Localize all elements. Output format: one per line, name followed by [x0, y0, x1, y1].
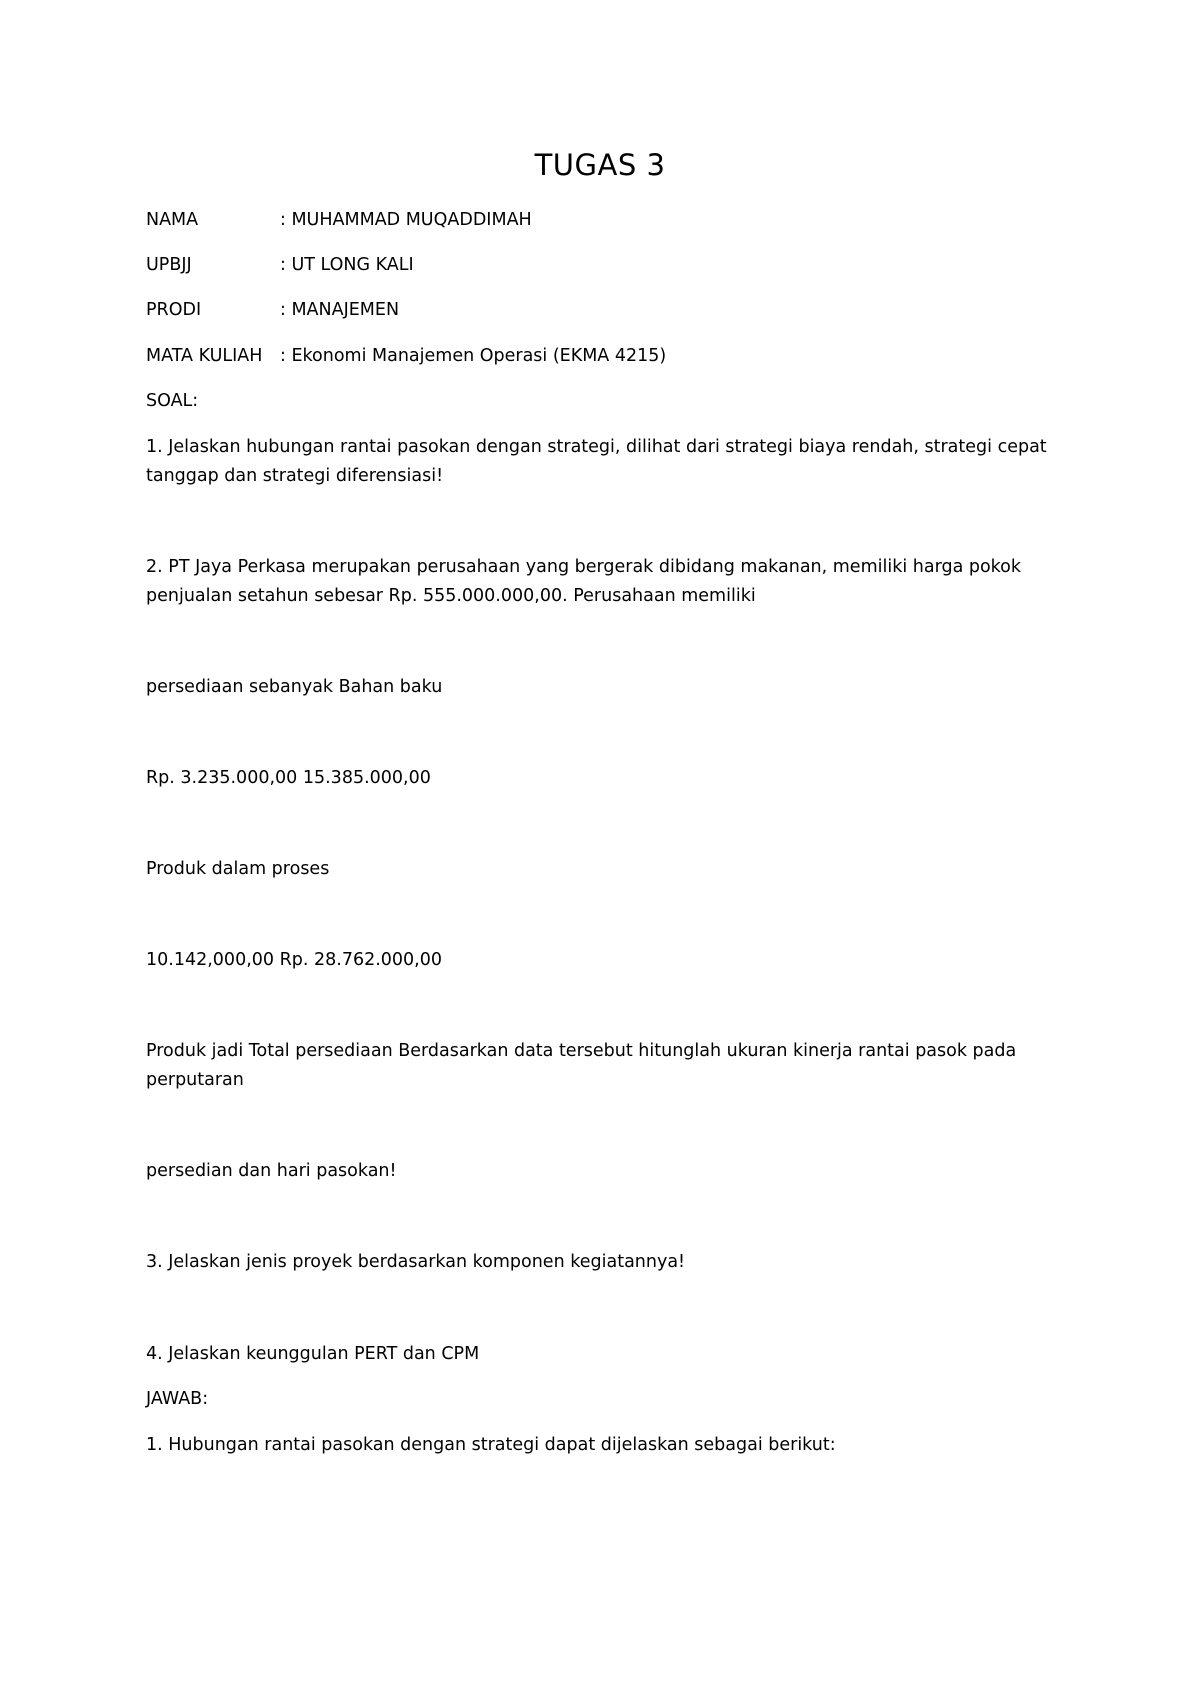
question-2-intro: 2. PT Jaya Perkasa merupakan perusahaan yang bergerak dibidang makanan, memiliki harga pokok penjualan setahun sebesar Rp. 555.000.000,00. Perusahaan memiliki — [146, 557, 1022, 606]
info-value: : MANAJEMEN — [280, 300, 400, 320]
answer-1: 1. Hubungan rantai pasokan dengan strategi dapat dijelaskan sebagai berikut: — [146, 1435, 836, 1455]
question-2-line: persedian dan hari pasokan! — [146, 1161, 397, 1181]
jawab-heading: JAWAB: — [146, 1389, 209, 1409]
question-4: 4. Jelaskan keunggulan PERT dan CPM — [146, 1344, 480, 1364]
question-2-line: Rp. 3.235.000,00 15.385.000,00 — [146, 768, 431, 788]
document-title: TUGAS 3 — [534, 148, 666, 182]
info-row-upbjj — [146, 251, 414, 280]
soal-heading: SOAL: — [146, 391, 199, 411]
info-label: PRODI — [146, 300, 202, 320]
question-2-line: Produk dalam proses — [146, 859, 330, 879]
question-2-line: Produk jadi Total persediaan Berdasarkan data tersebut hitunglah ukuran kinerja rantai pasok pada perputaran — [146, 1041, 1017, 1090]
question-1: 1. Jelaskan hubungan rantai pasokan dengan strategi, dilihat dari strategi biaya rendah, strategi cepat tanggap dan strategi diferensiasi! — [146, 437, 1047, 486]
question-2-line: 10.142,000,00 Rp. 28.762.000,00 — [146, 950, 443, 970]
info-value: : Ekonomi Manajemen Operasi (EKMA 4215) — [280, 346, 667, 366]
info-row-nama — [146, 206, 532, 235]
question-2-line: persediaan sebanyak Bahan baku — [146, 677, 443, 697]
info-label: MATA KULIAH — [146, 346, 263, 366]
info-row-prodi — [146, 296, 399, 325]
info-value: : MUHAMMAD MUQADDIMAH — [280, 210, 532, 230]
info-value: : UT LONG KALI — [280, 255, 414, 275]
info-label: UPBJJ — [146, 255, 192, 275]
info-label: NAMA — [146, 210, 199, 230]
question-3: 3. Jelaskan jenis proyek berdasarkan komponen kegiatannya! — [146, 1252, 686, 1272]
info-row-mata-kuliah — [146, 342, 666, 371]
